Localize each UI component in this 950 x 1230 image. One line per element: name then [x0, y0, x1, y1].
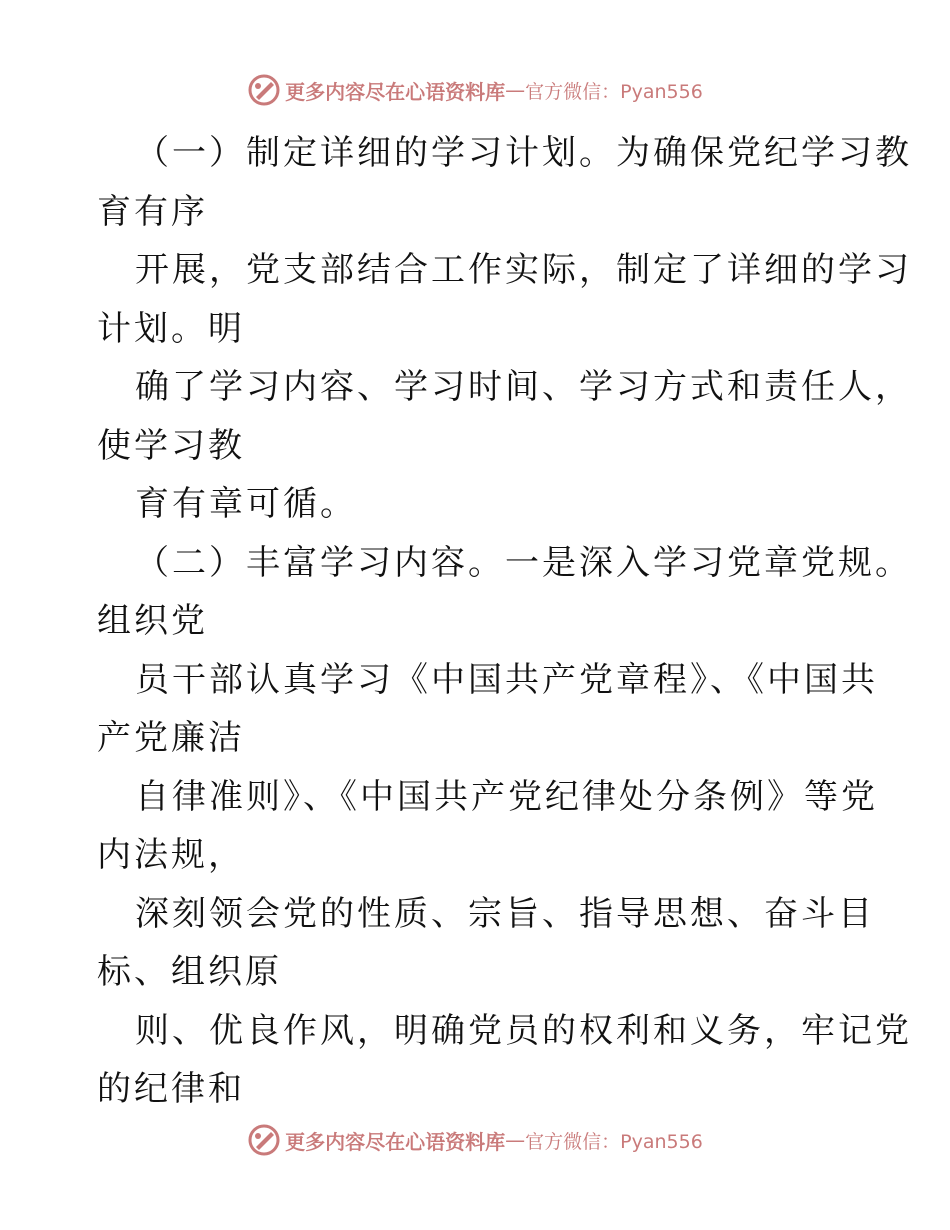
- footer-watermark: [0, 1120, 950, 1160]
- watermark-main-text: 更多内容尽在心语资料库: [285, 79, 506, 104]
- text-line: 的纪律和: [97, 1069, 245, 1109]
- text-line: 育有章可循。: [135, 484, 357, 524]
- text-line: 计划。明: [97, 308, 245, 349]
- watermark-separator: —: [505, 1128, 526, 1152]
- text-line: （二）丰富学习内容。一是深入学习党章党规。: [135, 542, 912, 583]
- text-line: 员干部认真学习《中国共产党章程》、《中国共: [135, 659, 878, 700]
- seal-logo-icon: [247, 1123, 281, 1157]
- watermark-main-text: 更多内容尽在心语资料库: [285, 1129, 506, 1154]
- text-line: 深刻领会党的性质、宗旨、指导思想、奋斗目: [135, 893, 875, 934]
- watermark-separator: —: [505, 78, 526, 102]
- text-line: 确了学习内容、学习时间、学习方式和责任人，: [135, 367, 912, 407]
- text-line: 育有序: [97, 191, 208, 232]
- header-watermark: [0, 70, 950, 110]
- document-body: [97, 124, 912, 1119]
- seal-logo-icon: [247, 73, 281, 107]
- text-line: 使学习教: [97, 425, 245, 466]
- watermark-wechat-text: 官方微信：Pyan556: [525, 1130, 703, 1153]
- text-line: 标、组织原: [97, 952, 282, 992]
- text-line: 组织党: [97, 601, 208, 641]
- text-line: 则、优良作风，明确党员的权利和义务，牢记党: [135, 1010, 912, 1051]
- text-line: （一）制定详细的学习计划。为确保党纪学习教: [135, 133, 912, 173]
- text-line: 内法规，: [97, 835, 245, 875]
- text-line: 产党廉洁: [97, 718, 245, 758]
- text-line: 自律准则》、《中国共产党纪律处分条例》等党: [135, 776, 878, 817]
- watermark-wechat-text: 官方微信：Pyan556: [525, 80, 703, 103]
- text-line: 开展，党支部结合工作实际，制定了详细的学习: [135, 250, 912, 290]
